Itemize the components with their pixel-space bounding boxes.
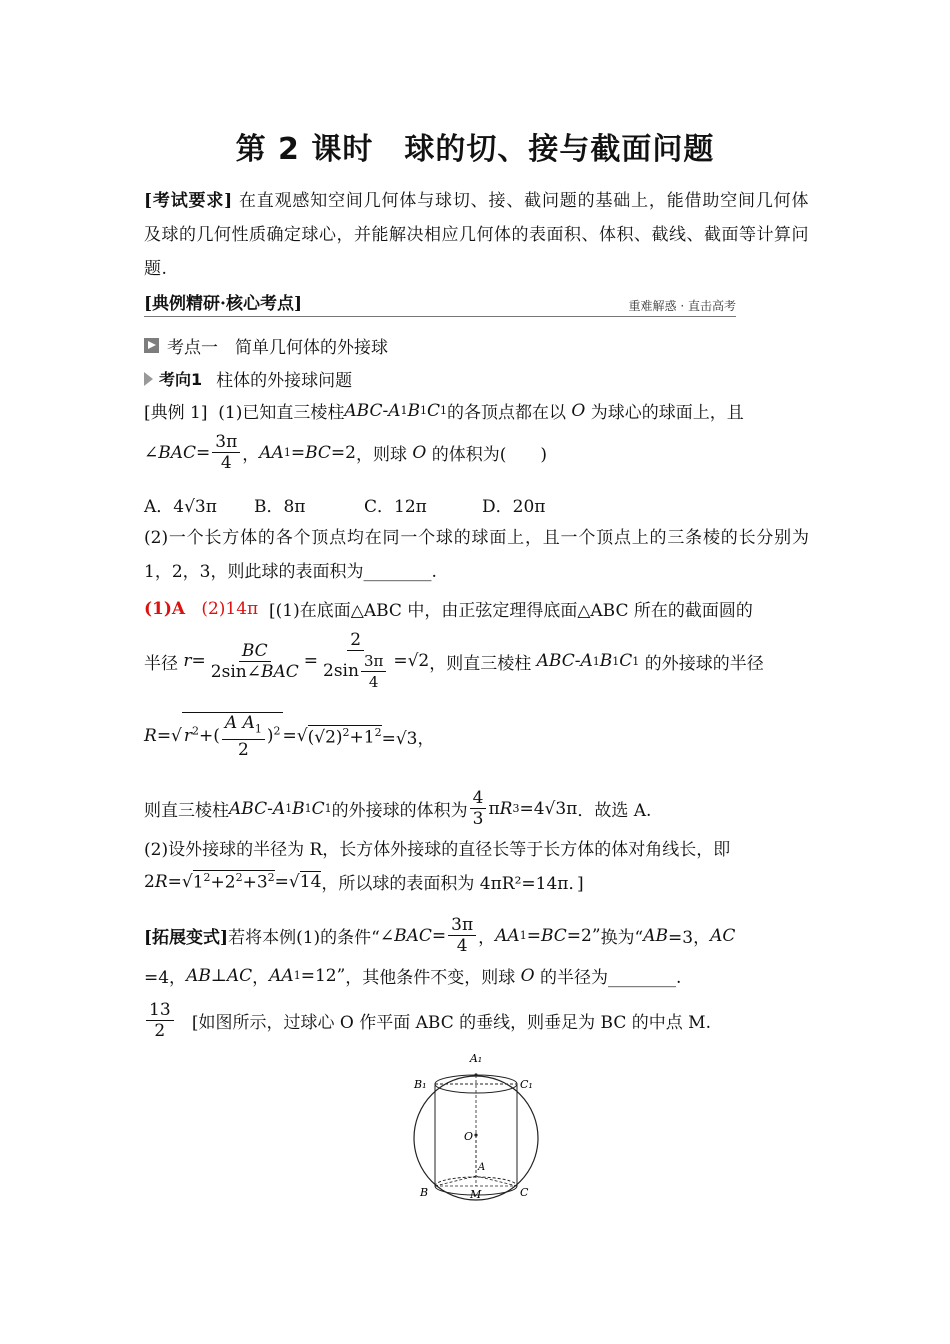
extension-text-3: ，其他条件不变，则球 xyxy=(345,968,516,988)
exam-requirement xyxy=(144,184,809,286)
label-m: M xyxy=(470,1188,482,1201)
extension-line-2: =4， AB ⊥ AC ， AA 1 =12” ，其他条件不变，则球 O 的半径为________. xyxy=(144,963,681,988)
ca-line xyxy=(476,1176,517,1186)
extension-answer xyxy=(144,1000,711,1041)
direction-tag-text: 考向1 xyxy=(159,370,203,389)
extension-text-1: 若将本例(1)的条件“ xyxy=(228,928,380,948)
direction-heading xyxy=(144,366,352,391)
answer-line-2: 半径 r = $\frac{BC}{\text{2sin∠BAC}}$ = 2 2sin $\frac{3\pi}{4}$ =√2 ，则直三棱柱 ABC - A 1 B 1 C 1 的外接球的半径 xyxy=(144,630,764,691)
extension-explain: [如图所示，过球心 O 作平面 ABC 的垂线，则垂足为 BC 的中点 M. xyxy=(191,1013,711,1033)
choice-d: D．20π xyxy=(482,497,546,517)
answer-text-4: 的外接球的半径 xyxy=(644,653,764,674)
extension-tag: [拓展变式] xyxy=(144,928,229,948)
answer-line-3: R =√ $r^2+$( $\frac{A A_1}{2}$ )$^2$ =√ $(√2)^2+1^2$ =√3， xyxy=(144,713,435,761)
label-c: C xyxy=(520,1186,529,1199)
play-triangle-icon xyxy=(144,338,159,353)
example-text-c: 为球心的球面上，且 xyxy=(590,403,744,423)
choice-c: C．12π xyxy=(364,497,427,517)
choice-b: B．8π xyxy=(254,497,306,517)
extension-text-2: 换为“ xyxy=(600,928,644,948)
choices xyxy=(144,492,545,517)
answer-text-5: 则直三棱柱 xyxy=(144,801,229,821)
point-o xyxy=(474,1133,477,1136)
example-label: [典例 1] xyxy=(144,403,208,423)
answer-text-2: 半径 xyxy=(144,653,178,674)
answer-line-6: 2 R =√ $1^2+2^2+3^2$ =√ 14 ，所以球的表面积为 4πR²=14π．] xyxy=(144,869,584,894)
banner-subtitle: 重难解惑 · 直击高考 xyxy=(628,299,736,313)
sphere-prism-figure xyxy=(410,1052,542,1202)
example-line-2: ∠ BAC = $\frac{3\pi}{4}$ ， AA 1 = BC =2 ，则球 O 的体积为( ) xyxy=(144,432,547,473)
answer-line-5: (2)设外接球的半径为 R，长方体外接球的直径长等于长方体的体对角线长，即 xyxy=(144,840,731,860)
banner-title: [典例精研·核心考点] xyxy=(144,294,303,314)
example-text-e: 的体积为( ) xyxy=(431,445,547,465)
label-a1: A₁ xyxy=(469,1052,483,1065)
point-a1 xyxy=(474,1073,477,1076)
answer-text-7: ．故选 A. xyxy=(577,801,652,821)
example-text-a: (1)已知直三棱柱 xyxy=(218,403,345,423)
answer-text-6: 的外接球的体积为 xyxy=(331,801,468,821)
answer-1: (1)A xyxy=(144,598,186,619)
label-a: A xyxy=(478,1162,486,1173)
answer-line-1 xyxy=(144,596,753,621)
answer-numerator: 13 xyxy=(146,1000,174,1021)
extension-line-1: [拓展变式] 若将本例(1)的条件“ ∠ BAC = $\frac{3\pi}{4}$ ， AA 1 = BC =2” 换为“ AB =3， AC xyxy=(144,915,736,956)
example-text-d: ，则球 xyxy=(355,445,407,465)
answer-text-8: ，所以球的表面积为 4πR²=14π．] xyxy=(321,874,584,894)
label-b1: B₁ xyxy=(414,1078,427,1091)
answer-denominator: 2 xyxy=(154,1021,166,1041)
answer-2: (2)14π xyxy=(201,598,259,619)
label-c1: C₁ xyxy=(520,1078,533,1091)
extension-text-4: 的半径为________. xyxy=(540,968,682,988)
answer-text-3: ，则直三棱柱 xyxy=(429,653,532,674)
answer-fraction xyxy=(146,1000,174,1041)
example-text-b: 的各顶点都在以 xyxy=(447,403,567,423)
choice-a: A．4√3π xyxy=(144,497,217,517)
section-banner xyxy=(144,288,736,317)
requirement-text: 在直观感知空间几何体与球切、接、截问题的基础上，能借助空间几何体及球的几何性质确定球心，并能解决相应几何体的表面积、体积、截线、截面等计算问题. xyxy=(144,191,810,279)
example-part-2: (2)一个长方体的各个顶点均在同一个球的球面上，且一个顶点上的三条棱的长分别为 1，2，3，则此球的表面积为________. xyxy=(144,528,809,582)
point-heading xyxy=(144,333,388,358)
requirement-tag: [考试要求] xyxy=(144,191,233,211)
example-line-1: [典例 1] (1)已知直三棱柱 ABC - A 1 B 1 C 1 的各顶点都在以 O 为球心的球面上，且 xyxy=(144,398,744,423)
point-title: 考点一 简单几何体的外接球 xyxy=(167,338,388,358)
arrow-icon xyxy=(144,372,153,386)
label-o: O xyxy=(464,1130,474,1143)
answer-text-1: [(1)在底面△ABC 中，由正弦定理得底面△ABC 所在的截面圆的 xyxy=(269,601,753,621)
label-b: B xyxy=(420,1186,429,1199)
direction-tag xyxy=(144,367,202,390)
page-title: 第 2 课时 球的切、接与截面问题 xyxy=(235,132,715,167)
ba-line xyxy=(435,1176,476,1186)
direction-title: 柱体的外接球问题 xyxy=(216,371,353,391)
answer-line-4: 则直三棱柱 ABC - A 1 B 1 C 1 的外接球的体积为 $\frac{4}{3}$ π R 3 =4√3π ．故选 A. xyxy=(144,788,652,829)
